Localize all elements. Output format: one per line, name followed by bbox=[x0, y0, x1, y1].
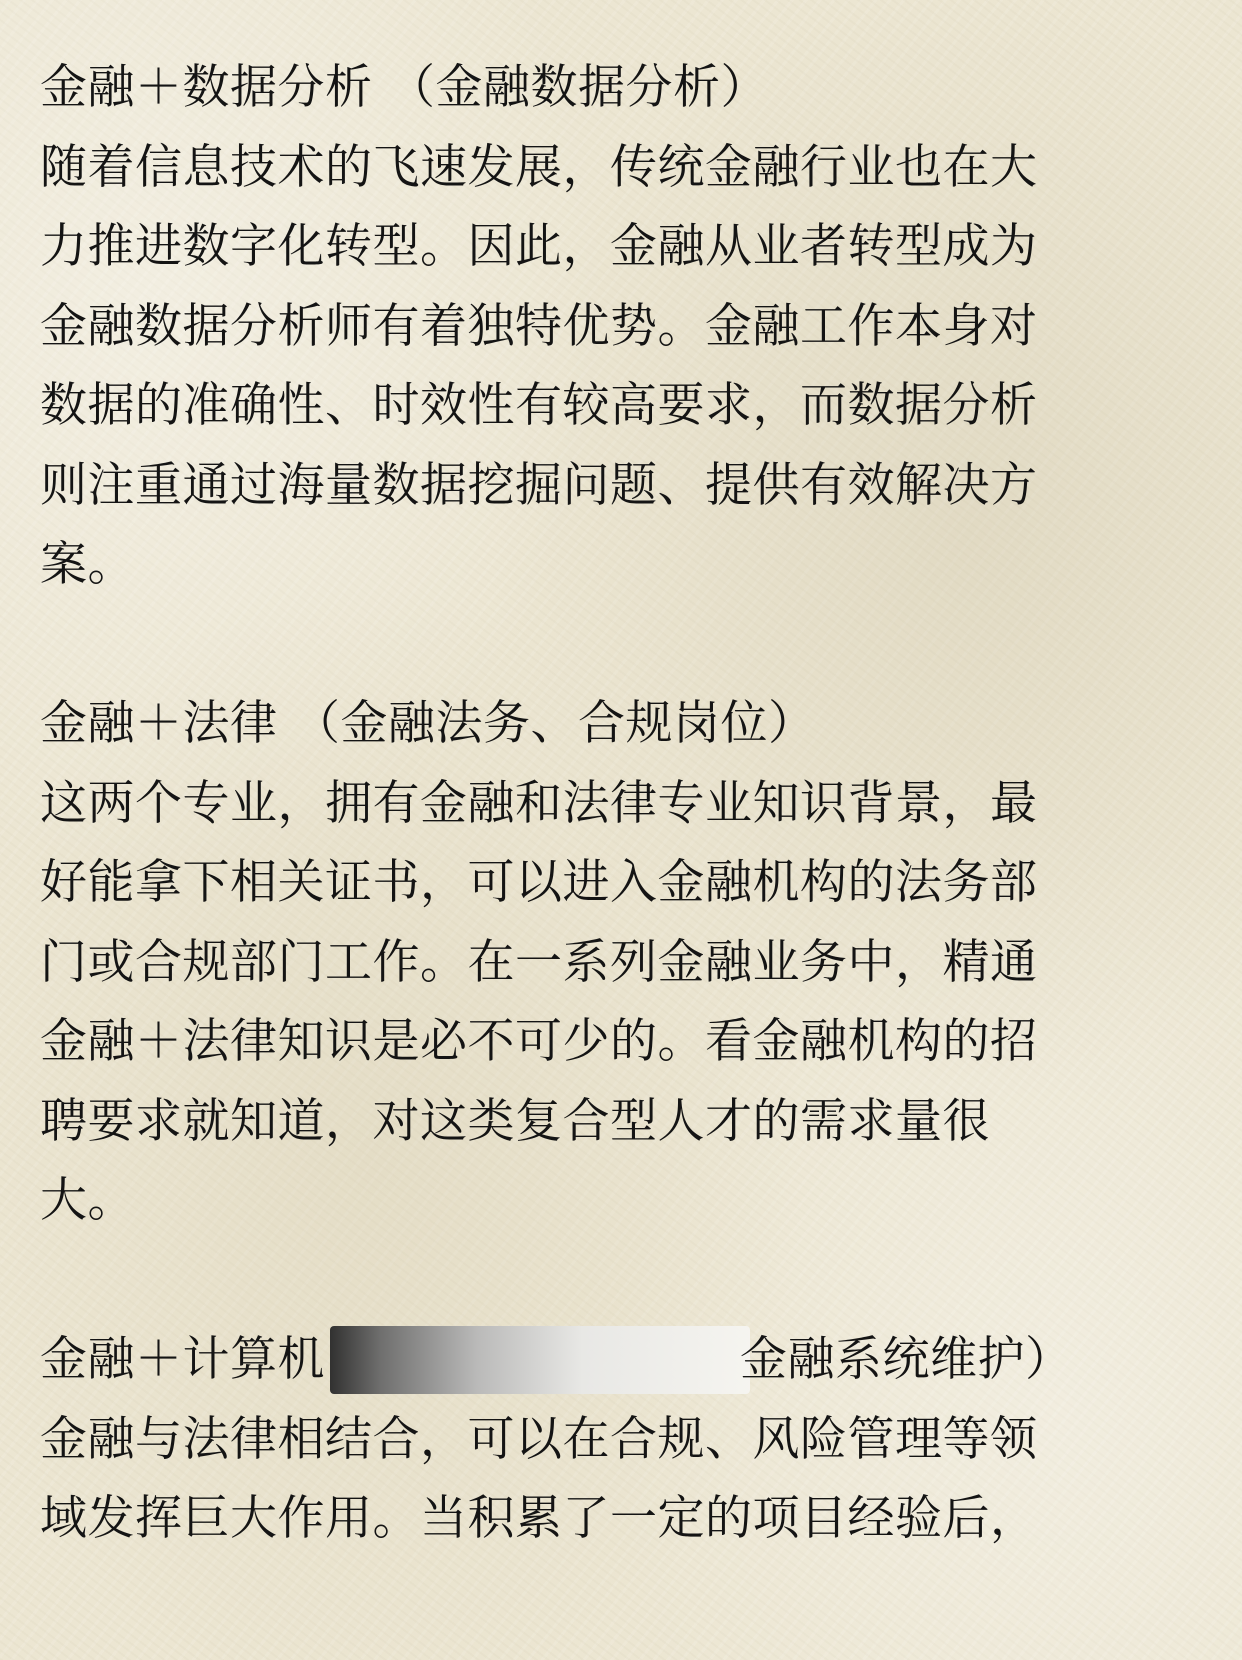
paragraph-line: 随着信息技术的飞速发展，传统金融行业也在大 bbox=[40, 139, 1038, 195]
paragraph-line: 域发挥巨大作用。当积累了一定的项目经验后， bbox=[40, 1491, 1038, 1546]
paragraph-line: 这两个专业，拥有金融和法律专业知识背景，最 bbox=[40, 775, 1038, 831]
redaction-overlay bbox=[330, 1326, 750, 1394]
section-heading-law: 金融＋法律 （金融法务、合规岗位） bbox=[40, 696, 816, 751]
paragraph-line: 大。 bbox=[40, 1173, 135, 1228]
paragraph-line: 聘要求就知道，对这类复合型人才的需求量很 bbox=[40, 1093, 990, 1149]
paragraph-line: 金融数据分析师有着独特优势。金融工作本身对 bbox=[40, 298, 1038, 354]
section-spacer bbox=[40, 1241, 1210, 1321]
section-spacer bbox=[40, 605, 1210, 685]
heading-left-text: 金融＋计算机 bbox=[40, 1332, 325, 1387]
paragraph-line: 金融＋法律知识是必不可少的。看金融机构的招 bbox=[40, 1014, 1038, 1069]
paragraph-line: 金融与法律相结合，可以在合规、风险管理等领 bbox=[40, 1411, 1038, 1467]
paragraph-line: 案。 bbox=[40, 537, 135, 592]
paragraph-line: 则注重通过海量数据挖掘问题、提供有效解决方 bbox=[40, 457, 1038, 513]
section-heading-data-analysis: 金融＋数据分析 （金融数据分析） bbox=[40, 60, 768, 115]
paragraph-line: 门或合规部门工作。在一系列金融业务中，精通 bbox=[40, 934, 1038, 990]
section-heading-computer bbox=[40, 1320, 1210, 1400]
paragraph-line: 好能拿下相关证书，可以进入金融机构的法务部 bbox=[40, 855, 1038, 910]
article-body bbox=[40, 48, 1210, 1559]
paragraph-line: 力推进数字化转型。因此，金融从业者转型成为 bbox=[40, 219, 1038, 274]
paragraph-line: 数据的准确性、时效性有较高要求，而数据分析 bbox=[40, 378, 1038, 433]
heading-right-text: 金融系统维护） bbox=[740, 1332, 1073, 1387]
